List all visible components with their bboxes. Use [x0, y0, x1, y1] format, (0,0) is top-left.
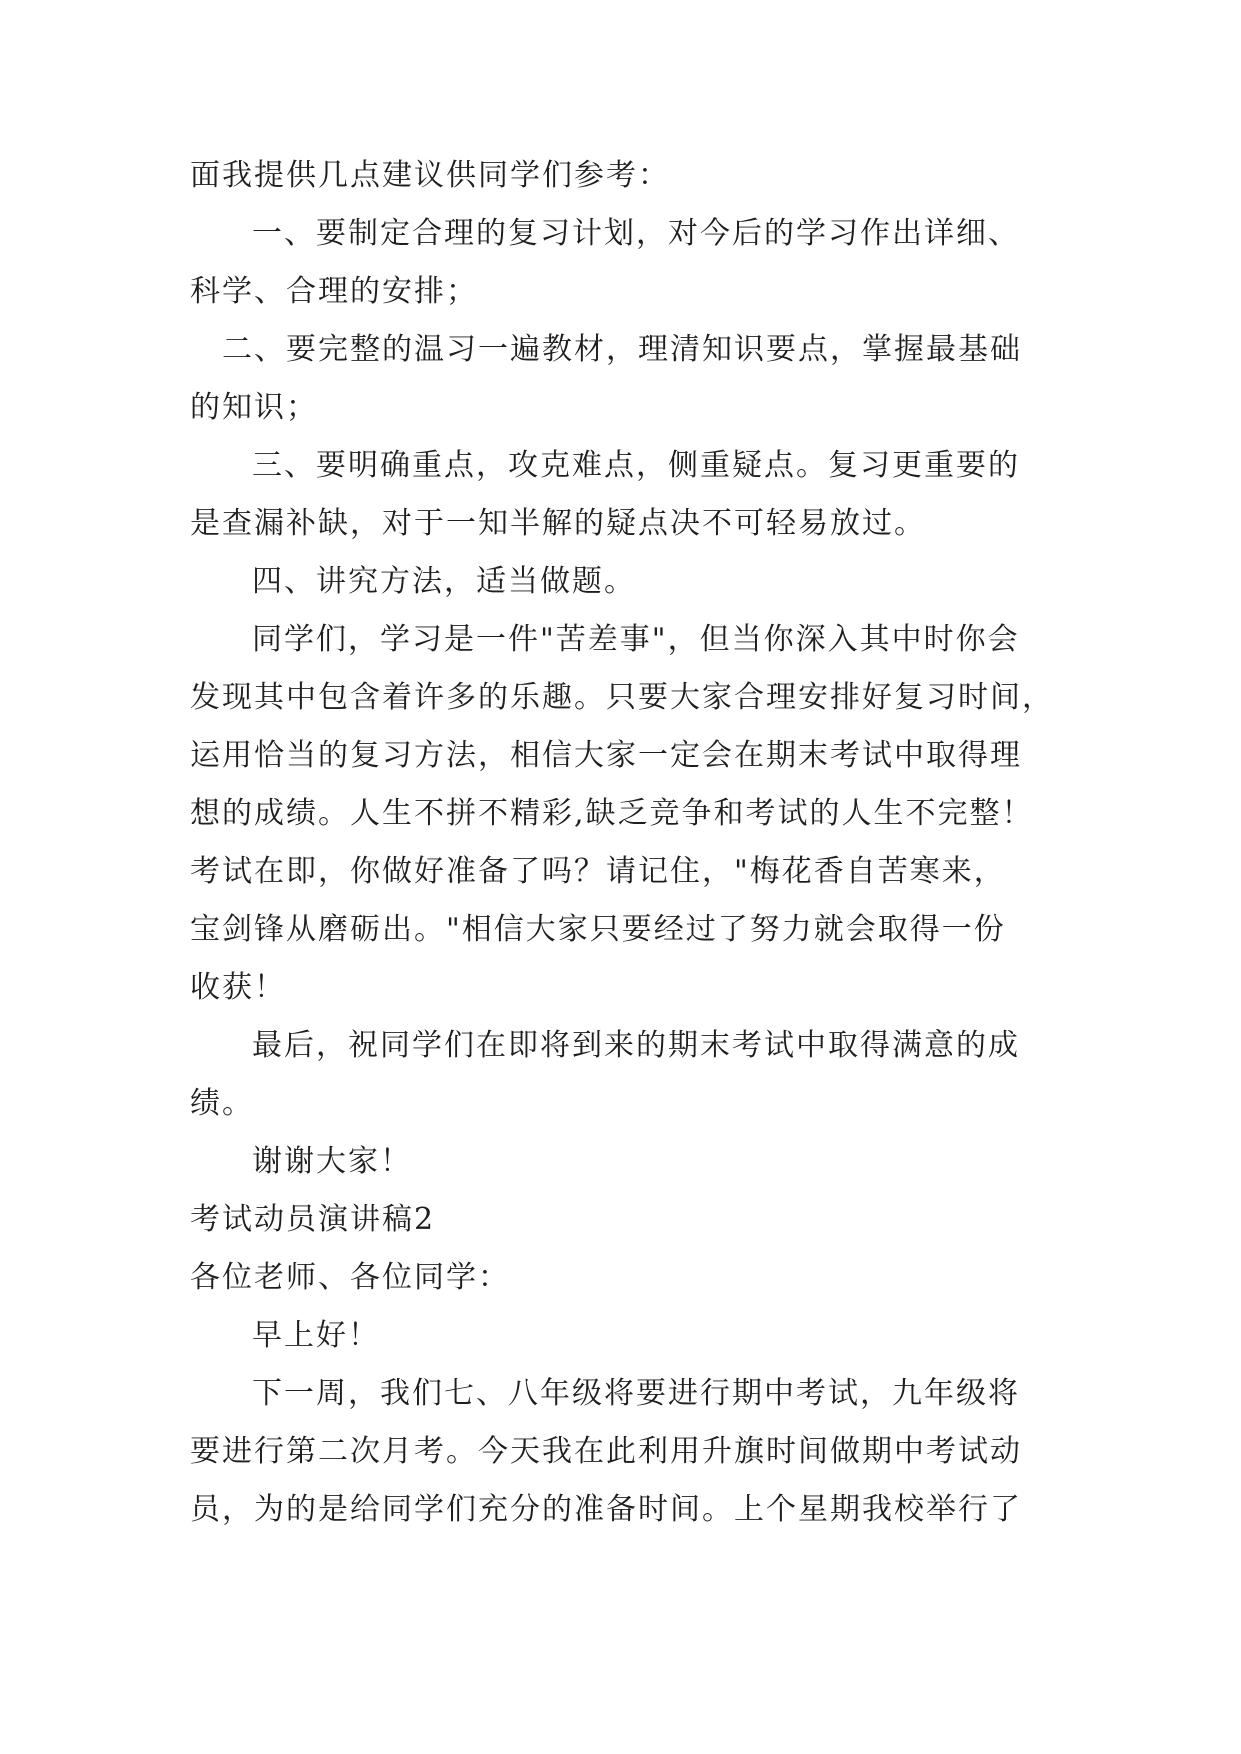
text-line: 下一周，我们七、八年级将要进行期中考试，九年级将: [252, 1376, 1020, 1411]
text-line: 宝剑锋从磨砺出。"相信大家只要经过了努力就会取得一份: [190, 912, 1006, 947]
text-line: 一、要制定合理的复习计划，对今后的学习作出详细、: [252, 216, 1020, 251]
salutation: 各位老师、各位同学：: [190, 1260, 510, 1295]
text-line: 面我提供几点建议供同学们参考：: [190, 158, 670, 193]
text-line: 谢谢大家！: [252, 1144, 412, 1179]
text-line: 科学、合理的安排；: [190, 274, 478, 309]
text-line: 考试在即，你做好准备了吗？请记住，"梅花香自苦寒来，: [190, 854, 1006, 889]
text-line: 的知识；: [190, 390, 318, 425]
text-line: 二、要完整的温习一遍教材，理清知识要点，掌握最基础: [222, 332, 1022, 367]
text-line: 想的成绩。人生不拼不精彩,缺乏竞争和考试的人生不完整！: [190, 796, 1034, 831]
text-line: 绩。: [190, 1086, 254, 1121]
text-line: 运用恰当的复习方法，相信大家一定会在期末考试中取得理: [190, 738, 1022, 773]
text-line: 是查漏补缺，对于一知半解的疑点决不可轻易放过。: [190, 506, 926, 541]
text-line: 发现其中包含着许多的乐趣。只要大家合理安排好复习时间，: [190, 680, 1054, 715]
text-line: 员，为的是给同学们充分的准备时间。上个星期我校举行了: [190, 1492, 1022, 1527]
text-line: 同学们，学习是一件"苦差事"，但当你深入其中时你会: [252, 622, 1020, 657]
text-line: 三、要明确重点，攻克难点，侧重疑点。复习更重要的: [252, 448, 1020, 483]
greeting: 早上好！: [252, 1318, 380, 1353]
text-line: 四、讲究方法，适当做题。: [252, 564, 636, 599]
text-line: 要进行第二次月考。今天我在此利用升旗时间做期中考试动: [190, 1434, 1022, 1469]
text-line: 最后，祝同学们在即将到来的期末考试中取得满意的成: [252, 1028, 1020, 1063]
text-line: 收获！: [190, 970, 286, 1005]
section-title: 考试动员演讲稿2: [190, 1202, 436, 1237]
